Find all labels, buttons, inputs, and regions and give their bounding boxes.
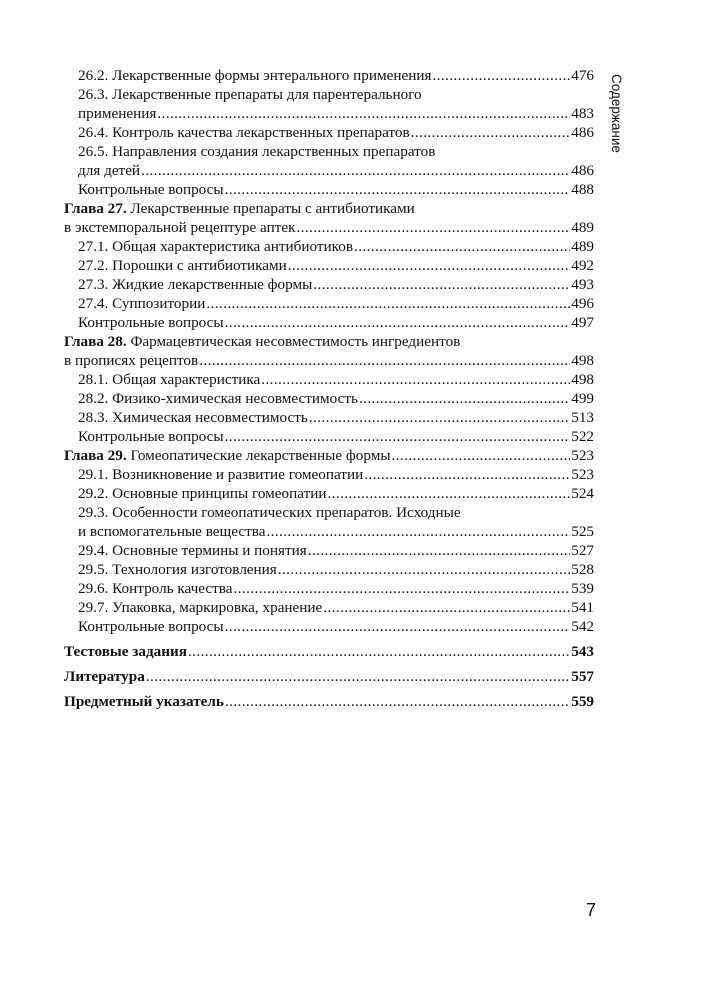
- toc-line: [64, 484, 594, 503]
- toc-entry-text: 28.2. Физико-химическая несовместимость: [78, 390, 358, 407]
- toc-entry-title: [78, 465, 363, 484]
- dot-leader: [225, 427, 571, 446]
- toc-page-number: 488: [571, 181, 594, 198]
- toc-entry-title: [78, 617, 224, 636]
- dot-leader: [146, 667, 570, 686]
- toc-entry-title: [78, 370, 260, 389]
- toc-entry: [64, 256, 594, 275]
- toc-line: [64, 692, 594, 711]
- dot-leader: [308, 541, 570, 560]
- dot-leader: [157, 104, 570, 123]
- toc-entry-text: Лекарственные препараты с антибиотиками: [126, 200, 415, 217]
- toc-entry: [64, 692, 594, 711]
- toc-entry-text: 27.1. Общая характеристика антибиотиков: [78, 238, 354, 255]
- toc-page-number: 496: [571, 295, 594, 312]
- toc-entry-text: 27.3. Жидкие лекарственные формы: [78, 276, 313, 293]
- toc-line: [64, 617, 594, 636]
- toc-entry: [64, 408, 594, 427]
- toc-entry-title: [78, 104, 156, 123]
- toc-line: [64, 104, 594, 123]
- toc-entry-text: Контрольные вопросы: [78, 428, 224, 445]
- toc-line: [64, 389, 594, 408]
- dot-leader: [309, 408, 570, 427]
- toc-entry-title: [78, 503, 461, 522]
- toc-entry-text: 29.6. Контроль качества: [78, 580, 233, 597]
- toc-page-number: 476: [571, 67, 594, 84]
- toc-entry-text: 27.4. Суппозитории: [78, 295, 206, 312]
- toc-entry: [64, 598, 594, 617]
- toc-line: [64, 598, 594, 617]
- toc-entry: [64, 313, 594, 332]
- toc-entry: [64, 294, 594, 313]
- toc-entry-text: Контрольные вопросы: [78, 618, 224, 635]
- toc-page-number: 557: [571, 668, 594, 685]
- toc-entry: [64, 237, 594, 256]
- toc-entry-text: 26.4. Контроль качества лекарственных препаратов: [78, 124, 410, 141]
- toc-entry-title: [78, 579, 233, 598]
- toc-line: [64, 85, 594, 104]
- toc-entry-title: [64, 642, 187, 661]
- toc-entry-title: [78, 541, 307, 560]
- toc-entry-text: Контрольные вопросы: [78, 314, 224, 331]
- dot-leader: [296, 218, 570, 237]
- toc-page-number: 497: [571, 314, 594, 331]
- dot-leader: [354, 237, 570, 256]
- toc-entry: [64, 123, 594, 142]
- toc-page-number: 498: [571, 352, 594, 369]
- toc-line: [64, 427, 594, 446]
- toc-entry-title: [78, 560, 277, 579]
- toc-page-number: 523: [571, 466, 594, 483]
- toc-line: [64, 351, 594, 370]
- toc-page-number: 489: [571, 238, 594, 255]
- toc-line: [64, 275, 594, 294]
- toc-page-number: 486: [571, 124, 594, 141]
- dot-leader: [225, 617, 571, 636]
- toc-entry-title: [78, 389, 358, 408]
- toc-entry-title: [78, 161, 140, 180]
- toc-line: [64, 370, 594, 389]
- toc-page-number: 525: [571, 523, 594, 540]
- toc-entry-text: для детей: [78, 162, 141, 179]
- toc-entry: [64, 180, 594, 199]
- toc-entry-title: [78, 237, 353, 256]
- toc-entry-text: 29.3. Особенности гомеопатических препаратов. Исходные: [78, 504, 461, 521]
- toc-entry-text: 29.7. Упаковка, маркировка, хранение: [78, 599, 323, 616]
- toc-entry-text: Контрольные вопросы: [78, 181, 224, 198]
- toc-entry: [64, 275, 594, 294]
- toc-entry-text: в экстемпоральной рецептуре аптек: [64, 219, 296, 236]
- toc-line: [64, 256, 594, 275]
- toc-entry-text: 28.3. Химическая несовместимость: [78, 409, 308, 426]
- toc-entry-text: 29.1. Возникновение и развитие гомеопатии: [78, 466, 364, 483]
- dot-leader: [278, 560, 570, 579]
- toc-entry-text: применения: [78, 105, 157, 122]
- toc-page-number: 486: [571, 162, 594, 179]
- dot-leader: [313, 275, 570, 294]
- toc-line: [64, 123, 594, 142]
- toc-entry: [64, 332, 594, 370]
- toc-entry: [64, 85, 594, 123]
- dot-leader: [225, 692, 570, 711]
- toc-line: [64, 237, 594, 256]
- dot-leader: [206, 294, 570, 313]
- toc-entry: [64, 199, 594, 237]
- toc-entry-title: [78, 427, 224, 446]
- toc-entry-text: и вспомогательные вещества: [78, 523, 266, 540]
- toc-line: [64, 446, 594, 465]
- toc-entry-title: [78, 275, 312, 294]
- dot-leader: [261, 370, 570, 389]
- toc-entry: [64, 484, 594, 503]
- toc-entry-text: Гомеопатические лекарственные формы: [126, 447, 391, 464]
- toc-entry: [64, 541, 594, 560]
- toc-line: [64, 180, 594, 199]
- toc-entry: [64, 642, 594, 661]
- toc-entry-title: [64, 446, 391, 465]
- toc-page-number: 528: [571, 561, 594, 578]
- toc-line: [64, 66, 594, 85]
- dot-leader: [199, 351, 570, 370]
- toc-entry: [64, 446, 594, 465]
- table-of-contents: [64, 66, 594, 711]
- toc-entry: [64, 142, 594, 180]
- toc-entry-title: [78, 66, 431, 85]
- toc-line: [64, 522, 594, 541]
- toc-entry-title: [64, 667, 145, 686]
- toc-entry-title: [64, 218, 295, 237]
- toc-page-number: 483: [571, 105, 594, 122]
- dot-leader: [327, 484, 570, 503]
- toc-entry-title: [78, 408, 308, 427]
- dot-leader: [288, 256, 570, 275]
- toc-entry: [64, 503, 594, 541]
- dot-leader: [234, 579, 571, 598]
- toc-entry-title: [78, 598, 322, 617]
- dot-leader: [392, 446, 571, 465]
- dot-leader: [432, 66, 570, 85]
- dot-leader: [266, 522, 570, 541]
- toc-page-number: 489: [571, 219, 594, 236]
- toc-page-number: 527: [571, 542, 594, 559]
- toc-entry-text: 28.1. Общая характеристика: [78, 371, 261, 388]
- toc-line: [64, 332, 594, 351]
- toc-entry: [64, 667, 594, 686]
- dot-leader: [225, 180, 571, 199]
- toc-entry: [64, 370, 594, 389]
- toc-line: [64, 313, 594, 332]
- chapter-label: Глава 27.: [64, 200, 127, 217]
- toc-page-number: 524: [571, 485, 594, 502]
- toc-page-number: 499: [571, 390, 594, 407]
- toc-entry: [64, 389, 594, 408]
- toc-entry-title: [64, 351, 198, 370]
- toc-entry: [64, 579, 594, 598]
- toc-entry-text: 27.2. Порошки с антибиотиками: [78, 257, 287, 274]
- toc-entry-text: Тестовые задания: [64, 643, 187, 660]
- toc-entry: [64, 66, 594, 85]
- dot-leader: [364, 465, 570, 484]
- dot-leader: [225, 313, 571, 332]
- dot-leader: [323, 598, 570, 617]
- toc-line: [64, 294, 594, 313]
- toc-page-number: 543: [571, 643, 594, 660]
- toc-page-number: 523: [571, 447, 594, 464]
- toc-entry-text: 29.4. Основные термины и понятия: [78, 542, 307, 559]
- toc-entry-title: [78, 294, 205, 313]
- chapter-label: Глава 29.: [64, 447, 127, 464]
- toc-page-number: 559: [571, 693, 594, 710]
- toc-entry-title: [78, 484, 326, 503]
- chapter-label: Глава 28.: [64, 333, 127, 350]
- toc-line: [64, 579, 594, 598]
- toc-page-number: 522: [571, 428, 594, 445]
- toc-line: [64, 465, 594, 484]
- dot-leader: [141, 161, 570, 180]
- toc-entry-text: 29.5. Технология изготовления: [78, 561, 277, 578]
- running-header: Содержание: [609, 74, 624, 153]
- toc-page-number: 542: [571, 618, 594, 635]
- toc-entry-title: [78, 85, 422, 104]
- toc-entry: [64, 427, 594, 446]
- toc-entry-text: 26.5. Направления создания лекарственных препаратов: [78, 143, 436, 160]
- toc-entry-text: 26.2. Лекарственные формы энтерального применения: [78, 67, 432, 84]
- toc-entry: [64, 617, 594, 636]
- toc-entry-text: в прописях рецептов: [64, 352, 199, 369]
- toc-line: [64, 503, 594, 522]
- toc-line: [64, 218, 594, 237]
- toc-page-number: 539: [571, 580, 594, 597]
- toc-entry-title: [78, 256, 287, 275]
- toc-page-number: 541: [571, 599, 594, 616]
- toc-entry-title: [78, 123, 410, 142]
- toc-line: [64, 541, 594, 560]
- toc-line: [64, 642, 594, 661]
- toc-entry-text: Литература: [64, 668, 145, 685]
- toc-entry-text: Фармацевтическая несовместимость ингредиентов: [126, 333, 461, 350]
- toc-page-number: 492: [571, 257, 594, 274]
- toc-page-number: 498: [571, 371, 594, 388]
- toc-entry: [64, 560, 594, 579]
- toc-entry-text: 26.3. Лекарственные препараты для парентерального: [78, 86, 422, 103]
- toc-page-number: 493: [571, 276, 594, 293]
- dot-leader: [411, 123, 571, 142]
- toc-page-number: 513: [571, 409, 594, 426]
- dot-leader: [359, 389, 570, 408]
- page-number: 7: [586, 900, 597, 920]
- toc-line: [64, 408, 594, 427]
- toc-entry-text: Предметный указатель: [64, 693, 224, 710]
- toc-entry-title: [64, 199, 415, 218]
- toc-entry-title: [78, 142, 435, 161]
- toc-entry-title: [78, 522, 265, 541]
- toc-entry-title: [64, 332, 460, 351]
- toc-line: [64, 667, 594, 686]
- toc-line: [64, 199, 594, 218]
- toc-entry-title: [78, 180, 224, 199]
- toc-line: [64, 560, 594, 579]
- toc-line: [64, 161, 594, 180]
- toc-entry-title: [64, 692, 224, 711]
- toc-line: [64, 142, 594, 161]
- toc-entry-text: 29.2. Основные принципы гомеопатии: [78, 485, 327, 502]
- toc-entry-title: [78, 313, 224, 332]
- dot-leader: [188, 642, 570, 661]
- toc-entry: [64, 465, 594, 484]
